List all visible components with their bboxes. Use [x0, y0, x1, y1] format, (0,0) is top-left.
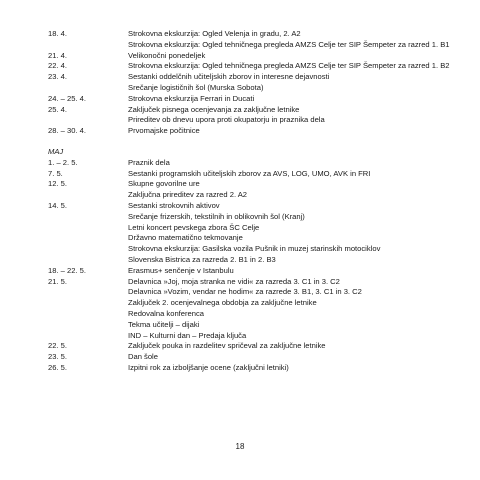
entry-lines — [128, 341, 468, 352]
calendar-row — [48, 277, 468, 342]
calendar-row — [48, 51, 468, 62]
entry-date: 23. 5. — [48, 352, 67, 362]
entry-text: Tekma učitelji – dijaki — [128, 319, 200, 329]
entry-date: 7. 5. — [48, 168, 63, 178]
entry-text: Srečanje logističnih šol (Murska Sobota) — [128, 82, 264, 92]
entry-lines — [128, 94, 468, 105]
entry-lines — [128, 179, 468, 201]
entry-date: 21. 4. — [48, 50, 67, 60]
calendar-row — [48, 352, 468, 363]
entry-date: 1. – 2. 5. — [48, 157, 78, 167]
entry-text: Zaključek 2. ocenjevalnega obdobja za zaključne letnike — [128, 298, 317, 308]
calendar-row — [48, 341, 468, 352]
calendar-row — [48, 72, 468, 94]
entry-text: Strokovna ekskurzija Ferrari in Ducati — [128, 93, 255, 103]
entry-text: Delavnica »Joj, moja stranka ne vidi« za razreda 3. C1 in 3. C2 — [128, 276, 340, 286]
entry-text: Strokovna ekskurzija: Ogled Velenja in gradu, 2. A2 — [128, 29, 301, 38]
entry-date: 28. – 30. 4. — [48, 126, 86, 136]
entry-text: Delavnica »Vozim, vendar ne hodim« za razrede 3. B1, 3. C1 in 3. C2 — [128, 287, 362, 297]
entry-lines — [128, 352, 468, 363]
entry-text: Strokovna ekskurzija: Gasilska vozila Pušnik in muzej starinskih motociklov — [128, 244, 381, 254]
entry-lines — [128, 201, 468, 266]
entry-lines — [128, 72, 468, 94]
entry-lines — [128, 29, 468, 51]
page-number: 18 — [235, 442, 245, 451]
entry-text: Dan šole — [128, 352, 158, 362]
entry-date: 18. 4. — [48, 29, 67, 38]
calendar-row — [48, 169, 468, 180]
entry-text: Redovalna konferenca — [128, 308, 204, 318]
entry-lines — [128, 61, 468, 72]
entry-lines — [128, 266, 468, 277]
entry-date: 23. 4. — [48, 72, 67, 82]
section-heading-may: MAJ — [48, 146, 64, 156]
entry-text: Strokovna ekskurzija: Ogled tehničnega pregleda AMZS Celje ter SIP Šempeter za razred 1. B1 — [128, 39, 450, 49]
entry-date: 25. 4. — [48, 104, 67, 114]
entry-text: Slovenska Bistrica za razreda 2. B1 in 2. B3 — [128, 254, 276, 264]
entry-lines — [128, 277, 468, 342]
calendar-row — [48, 61, 468, 72]
entry-text: Zaključek pisnega ocenjevanja za zaključne letnike — [128, 104, 300, 114]
calendar-row — [48, 363, 468, 374]
entry-date: 18. – 22. 5. — [48, 265, 86, 275]
entry-text: Erasmus+ senčenje v Istanbulu — [128, 265, 234, 275]
entry-lines — [128, 105, 468, 127]
entry-text: IND – Kulturni dan – Predaja ključa — [128, 330, 247, 340]
entry-text: Srečanje frizerskih, tekstilnih in oblikovnih šol (Kranj) — [128, 211, 305, 221]
entry-lines — [128, 51, 468, 62]
calendar-row — [48, 201, 468, 266]
calendar-row — [48, 126, 468, 137]
entry-text: Državno matematično tekmovanje — [128, 233, 243, 243]
entry-text: Prvomajske počitnice — [128, 126, 200, 136]
entry-lines — [128, 169, 468, 180]
entry-text: Velikonočni ponedeljek — [128, 50, 206, 60]
calendar-row — [48, 266, 468, 277]
entry-date: 12. 5. — [48, 179, 67, 189]
entry-date: 26. 5. — [48, 362, 67, 372]
entry-text: Strokovna ekskurzija: Ogled tehničnega pregleda AMZS Celje ter SIP Šempeter za razred 1. B2 — [128, 61, 450, 71]
entry-lines — [128, 158, 468, 169]
entry-text: Zaključna prireditev za razred 2. A2 — [128, 190, 248, 200]
calendar-row — [48, 94, 468, 105]
entry-text: Sestanki programskih učiteljskih zborov za AVS, LOG, UMO, AVK in FRI — [128, 168, 371, 178]
entry-text: Sestanki strokovnih aktivov — [128, 200, 220, 210]
calendar-row — [48, 158, 468, 169]
entry-text: Izpitni rok za izboljšanje ocene (zaključni letniki) — [128, 362, 289, 372]
entry-date: 22. 5. — [48, 341, 67, 351]
entry-lines — [128, 363, 468, 374]
may-entries — [48, 158, 468, 374]
entry-date: 22. 4. — [48, 61, 67, 71]
entry-date: 24. – 25. 4. — [48, 93, 86, 103]
entry-date: 21. 5. — [48, 276, 67, 286]
entry-text: Sestanki oddelčnih učiteljskih zborov in interesne dejavnosti — [128, 72, 330, 82]
entry-date: 14. 5. — [48, 200, 67, 210]
entry-text: Letni koncert pevskega zbora ŠC Celje — [128, 222, 260, 232]
calendar-row — [48, 105, 468, 127]
entry-lines — [128, 126, 468, 137]
entry-text: Zaključek pouka in razdelitev spričeval za zaključne letnike — [128, 341, 326, 351]
april-entries — [48, 29, 468, 137]
calendar-row — [48, 179, 468, 201]
calendar-row — [48, 29, 468, 51]
entry-text: Prireditev ob dnevu upora proti okupatorju in praznika dela — [128, 115, 325, 125]
entry-text: Praznik dela — [128, 157, 170, 167]
entry-text: Skupne govorilne ure — [128, 179, 200, 189]
calendar-entries — [48, 29, 468, 374]
